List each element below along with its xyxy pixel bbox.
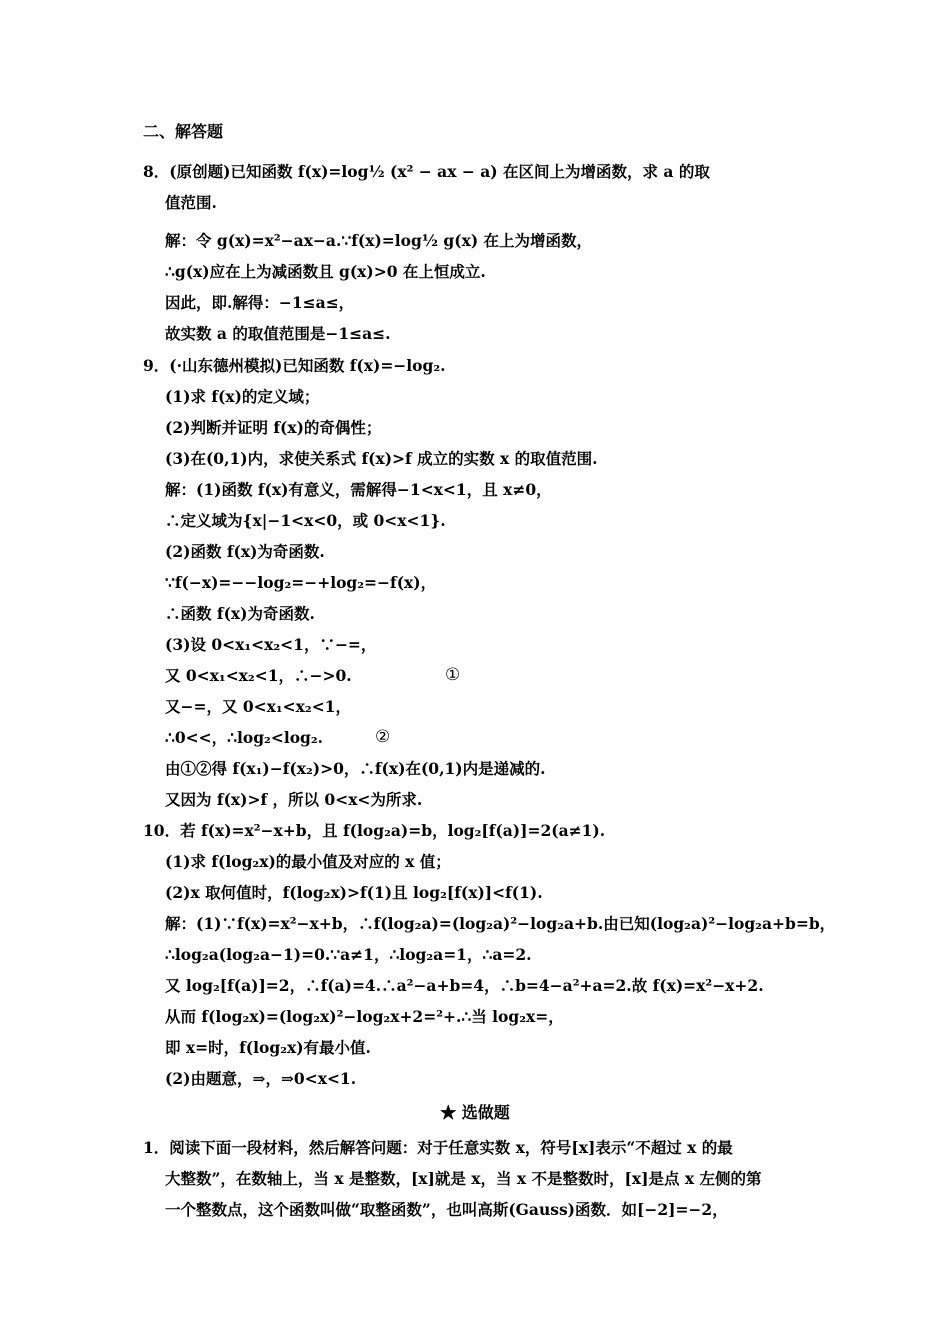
problem-10-part: (1)求 f(log₂x)的最小值及对应的 x 值； [165, 852, 451, 871]
solution-line: 解：(1)∵f(x)=x²−x+b，∴f(log₂a)=(log₂a)²−log₂a+b.由已知(log₂a)²−log₂a+b=b， [165, 914, 836, 933]
solution-line: 解：(1)函数 f(x)有意义，需解得−1<x<1，且 x≠0， [165, 480, 552, 499]
solution-line: 又 0<x₁<x₂<1，∴−>0. [165, 666, 352, 685]
solution-line: (2)函数 f(x)为奇函数. [165, 542, 325, 561]
problem-10-part: (2)x 取何值时，f(log₂x)>f(1)且 log₂[f(x)]<f(1). [165, 883, 543, 902]
solution-line: ∴定义域为{x|−1<x<0，或 0<x<1}. [165, 511, 446, 530]
optional-problem-1: 1．阅读下面一段材料，然后解答问题：对于任意实数 x，符号[x]表示“不超过 x 的最 [143, 1138, 733, 1157]
problem-9-part: (1)求 f(x)的定义域； [165, 387, 320, 406]
solution-line: ∴log₂a(log₂a−1)=0.∵a≠1，∴log₂a=1，∴a=2. [165, 945, 532, 964]
solution-line: 解：令 g(x)=x²−ax−a.∵f(x)=log½ g(x) 在上为增函数， [165, 231, 593, 250]
solution-line: 又因为 f(x)>f ，所以 0<x<为所求. [165, 790, 423, 809]
solution-line: 因此，即.解得：−1≤a≤， [165, 293, 355, 312]
problem-9-part: (2)判断并证明 f(x)的奇偶性； [165, 418, 382, 437]
marker-circled-1: ① [445, 665, 461, 685]
solution-line: 又−=，又 0<x₁<x₂<1， [165, 697, 351, 716]
solution-line: 故实数 a 的取值范围是−1≤a≤. [165, 324, 391, 343]
solution-line: 从而 f(log₂x)=(log₂x)²−log₂x+2=²+.∴当 log₂x=， [165, 1007, 564, 1026]
optional-problems-heading: ★ 选做题 [440, 1103, 510, 1122]
solution-line: (2)由题意，⇒，⇒0<x<1. [165, 1069, 357, 1088]
problem-10-statement: 10．若 f(x)=x²−x+b，且 f(log₂a)=b，log₂[f(a)]=2(a≠1). [143, 821, 606, 840]
optional-problem-1-cont: 大整数”，在数轴上，当 x 是整数，[x]就是 x，当 x 不是整数时，[x]是点 x 左侧的第 [165, 1169, 762, 1188]
solution-line: ∴g(x)应在上为减函数且 g(x)>0 在上恒成立. [165, 262, 486, 281]
section-title: 二、解答题 [143, 122, 224, 141]
problem-8-statement: 8．(原创题)已知函数 f(x)=log½ (x² − ax − a) 在区间上为增函数，求 a 的取 [143, 162, 710, 181]
problem-9-part: (3)在(0,1)内，求使关系式 f(x)>f 成立的实数 x 的取值范围. [165, 449, 598, 468]
problem-8-statement-cont: 值范围. [165, 193, 217, 212]
marker-circled-2: ② [375, 727, 391, 747]
solution-line: 又 log₂[f(a)]=2，∴f(a)=4.∴a²−a+b=4，∴b=4−a²+a=2.故 f(x)=x²−x+2. [165, 976, 764, 995]
solution-line: ∴函数 f(x)为奇函数. [165, 604, 315, 623]
solution-line: (3)设 0<x₁<x₂<1，∵−=， [165, 635, 377, 654]
problem-9-statement: 9．(·山东德州模拟)已知函数 f(x)=−log₂. [143, 356, 446, 375]
optional-problem-1-cont: 一个整数点，这个函数叫做“取整函数”，也叫高斯(Gauss)函数．如[−2]=−2， [165, 1200, 728, 1219]
solution-line: 即 x=时，f(log₂x)有最小值. [165, 1038, 371, 1057]
solution-line: ∴0<<，∴log₂<log₂. [165, 728, 324, 747]
solution-line: ∵f(−x)=−−log₂=−+log₂=−f(x)， [165, 573, 437, 592]
solution-line: 由①②得 f(x₁)−f(x₂)>0，∴f(x)在(0,1)内是递减的. [165, 759, 546, 778]
